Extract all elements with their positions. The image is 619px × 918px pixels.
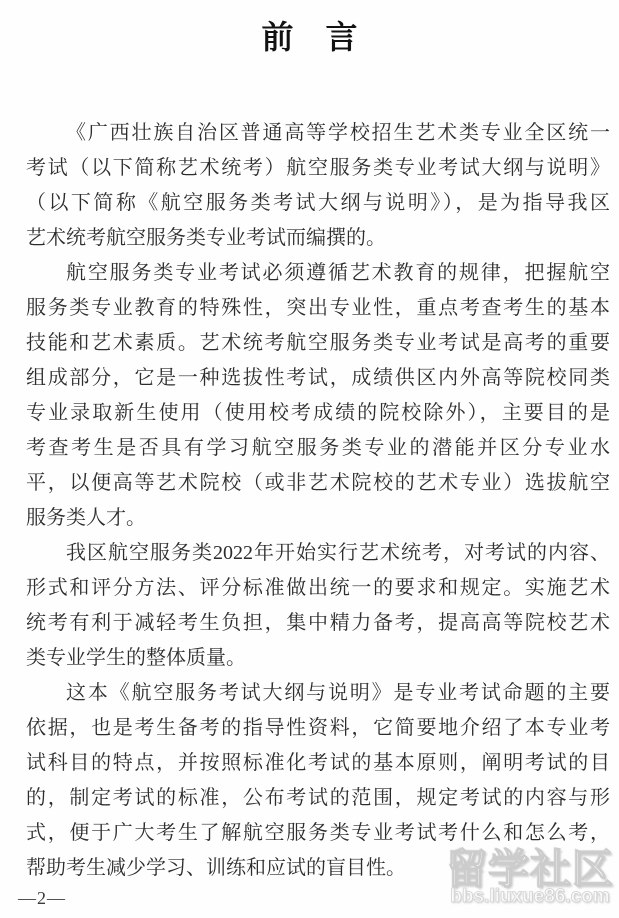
watermark-site-url: bbs.liuxue86.com xyxy=(450,886,610,907)
paragraph xyxy=(26,256,610,536)
page-title: 前 言 xyxy=(261,19,358,55)
paragraph-line: 服务类人才。 xyxy=(26,507,146,529)
watermark-site-name: 留学社区 xyxy=(446,846,614,892)
paragraph-line: 这本《航空服务考试大纲与说明》是专业考试命题的主要 xyxy=(66,682,610,704)
paragraph-line: （以下简称《航空服务类考试大纲与说明》），是为指导我区 xyxy=(26,192,610,214)
paragraph-line: 依据，也是考生备考的指导性资料，它简要地介绍了本专业考 xyxy=(26,717,610,739)
paragraph-line: 平，以便高等艺术院校（或非艺术院校的艺术专业）选拔航空 xyxy=(26,472,610,494)
paragraph xyxy=(26,676,610,886)
paragraph-line: 技能和艺术素质。艺术统考航空服务类专业考试是高考的重要 xyxy=(26,332,610,354)
paragraph-line: 帮助考生减少学习、训练和应试的盲目性。 xyxy=(26,857,406,879)
paragraph-line: 专业录取新生使用（使用校考成绩的院校除外），主要目的是 xyxy=(26,402,610,424)
paragraph xyxy=(26,536,610,676)
paragraph-line: 服务类专业教育的特殊性，突出专业性，重点考查考生的基本 xyxy=(26,297,610,319)
paragraph xyxy=(26,116,610,256)
paragraph-line: 的，制定考试的标准，公布考试的范围，规定考试的内容与形 xyxy=(26,787,610,809)
page-number: —2— xyxy=(18,888,66,908)
paragraph-line: 类专业学生的整体质量。 xyxy=(26,647,246,669)
paragraph-line: 形式和评分方法、评分标准做出统一的要求和规定。实施艺术 xyxy=(26,577,610,599)
paragraph-line: 试科目的特点，并按照标准化考试的基本原则，阐明考试的目 xyxy=(26,752,610,774)
paragraph-line: 考试（以下简称艺术统考）航空服务类专业考试大纲与说明》 xyxy=(26,157,610,179)
paragraph-line: 《广西壮族自治区普通高等学校招生艺术类专业全区统一 xyxy=(66,122,610,144)
paragraph-line: 考查考生是否具有学习航空服务类专业的潜能并区分专业水 xyxy=(26,437,610,459)
paragraph-line: 艺术统考航空服务类专业考试而编撰的。 xyxy=(26,227,386,249)
paragraph-line: 统考有利于减轻考生负担，集中精力备考，提高高等院校艺术 xyxy=(26,612,610,634)
paragraph-line: 式，便于广大考生了解航空服务类专业考试考什么和怎么考， xyxy=(26,822,610,844)
paragraph-line: 我区航空服务类2022年开始实行艺术统考，对考试的内容、 xyxy=(66,542,610,564)
paragraph-line: 航空服务类专业考试必须遵循艺术教育的规律，把握航空 xyxy=(66,262,610,284)
document-body xyxy=(26,116,610,886)
paragraph-line: 组成部分，它是一种选拔性考试，成绩供区内外高等院校同类 xyxy=(26,367,610,389)
